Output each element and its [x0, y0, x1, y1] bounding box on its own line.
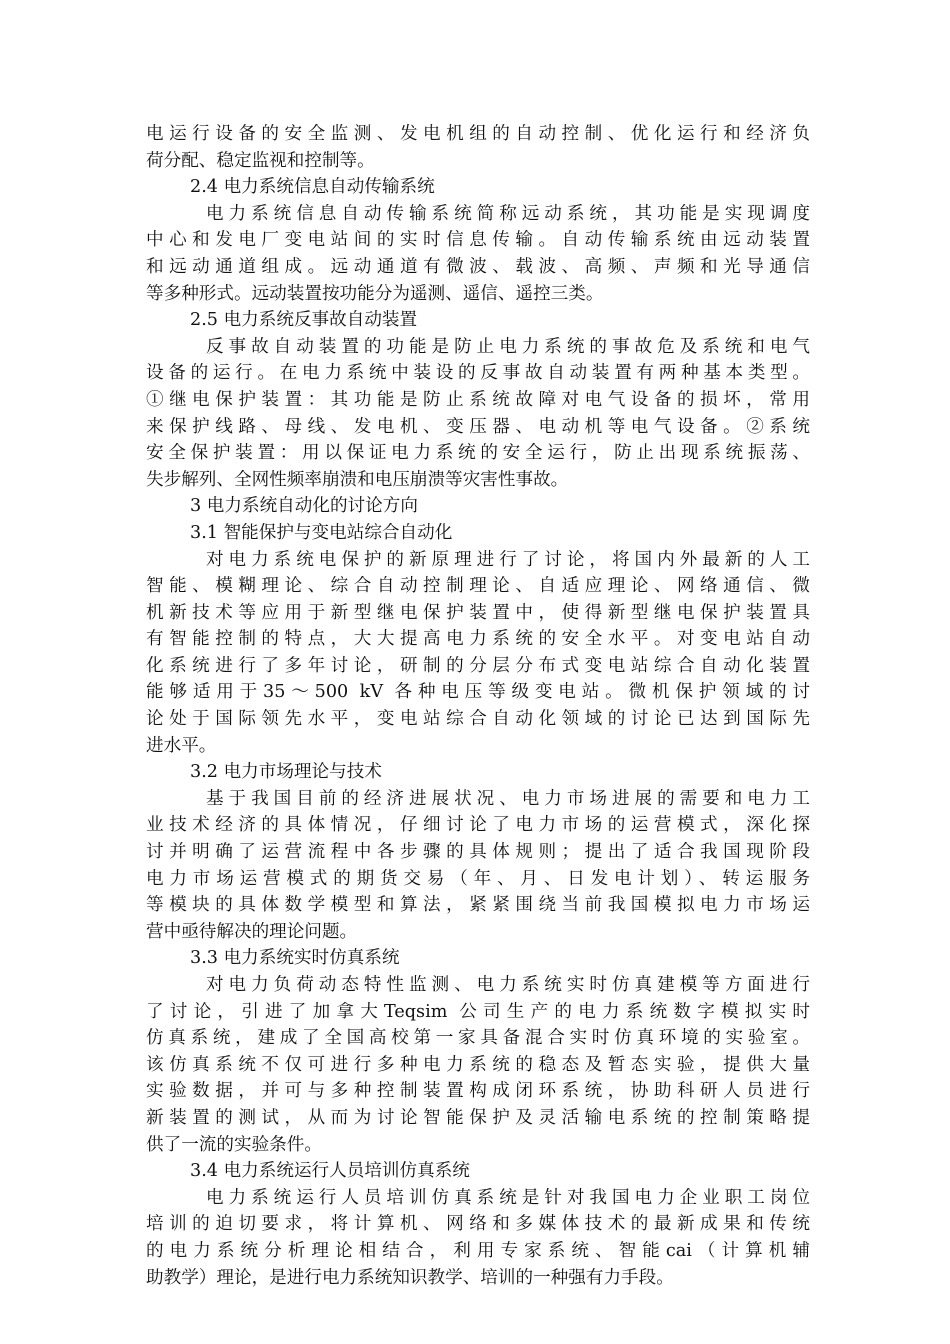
- body-text-line: 培训的迫切要求，将计算机、网络和多媒体技术的最新成果和传统: [146, 1214, 810, 1235]
- body-text-line: 有智能控制的特点，大大提高电力系统的安全水平。对变电站自动: [146, 629, 810, 650]
- body-text-line: 供了一流的实验条件。: [146, 1134, 322, 1155]
- document-body: [146, 121, 810, 1291]
- body-text-line: 能够适用于35～500 kV 各种电压等级变电站。微机保护领域的讨: [146, 682, 810, 703]
- paragraph-first-line: 反事故自动装置的功能是防止电力系统的事故危及系统和电气: [206, 336, 810, 357]
- body-text-line: 电运行设备的安全监测、发电机组的自动控制、优化运行和经济负: [146, 124, 810, 144]
- body-text-line: 的电力系统分析理论相结合，利用专家系统、智能cai（计算机辅: [146, 1240, 810, 1261]
- body-text-line: 新装置的测试，从而为讨论智能保护及灵活输电系统的控制策略提: [146, 1107, 810, 1128]
- body-text-line: 机新技术等应用于新型继电保护装置中，使得新型继电保护装置具: [146, 602, 810, 623]
- body-text-line: 中心和发电厂变电站间的实时信息传输。自动传输系统由远动装置: [146, 230, 810, 251]
- body-text-line: 化系统进行了多年讨论，研制的分层分布式变电站综合自动化装置: [146, 655, 810, 676]
- body-text-line: 安全保护装置：用以保证电力系统的安全运行，防止出现系统振荡、: [146, 443, 810, 464]
- paragraph-first-line: 对电力系统电保护的新原理进行了讨论，将国内外最新的人工: [206, 549, 810, 570]
- body-text-line: 和远动通道组成。远动通道有微波、载波、高频、声频和光导通信: [146, 256, 810, 277]
- body-text-line: 进水平。: [146, 735, 217, 756]
- paragraph-first-line: 对电力负荷动态特性监测、电力系统实时仿真建模等方面进行: [206, 975, 810, 995]
- body-text-line: 设备的运行。在电力系统中装设的反事故自动装置有两种基本类型。: [146, 363, 810, 384]
- body-text-line: 讨并明确了运营流程中各步骤的具体规则；提出了适合我国现阶段: [146, 842, 810, 863]
- body-text-line: 仿真系统，建成了全国高校第一家具备混合实时仿真环境的实验室。: [146, 1028, 810, 1049]
- body-text-line: 该仿真系统不仅可进行多种电力系统的稳态及暂态实验，提供大量: [146, 1054, 810, 1075]
- body-text-line: 电力市场运营模式的期货交易（年、月、日发电计划）、转运服务: [146, 868, 810, 889]
- body-text-line: 营中亟待解决的理论问题。: [146, 921, 358, 942]
- body-text-line: 实验数据，并可与多种控制装置构成闭环系统，协助科研人员进行: [146, 1081, 810, 1102]
- paragraph-first-line: 基于我国目前的经济进展状况、电力市场进展的需要和电力工: [206, 788, 810, 809]
- body-text-line: 业技术经济的具体情况，仔细讨论了电力市场的运营模式，深化探: [146, 815, 810, 836]
- body-text-line: 荷分配、稳定监视和控制等。: [146, 150, 375, 171]
- section-heading: 3 电力系统自动化的讨论方向: [190, 496, 418, 517]
- section-heading: 2.5 电力系统反事故自动装置: [190, 310, 418, 331]
- paragraph-first-line: 电力系统运行人员培训仿真系统是针对我国电力企业职工岗位: [206, 1187, 810, 1208]
- body-text-line: 来保护线路、母线、发电机、变压器、电动机等电气设备。②系统: [146, 416, 810, 437]
- section-heading: 3.4 电力系统运行人员培训仿真系统: [190, 1161, 470, 1182]
- section-heading: 3.1 智能保护与变电站综合自动化: [190, 522, 453, 543]
- body-text-line: 了讨论，引进了加拿大Teqsim 公司生产的电力系统数字模拟实时: [146, 1001, 810, 1022]
- body-text-line: 智能、模糊理论、综合自动控制理论、自适应理论、网络通信、微: [146, 576, 810, 597]
- body-text-line: 论处于国际领先水平，变电站综合自动化领域的讨论已达到国际先: [146, 709, 810, 730]
- body-text-line: 等模块的具体数学模型和算法，紧紧围绕当前我国模拟电力市场运: [146, 895, 810, 916]
- section-heading: 3.3 电力系统实时仿真系统: [190, 948, 400, 969]
- body-text-line: 等多种形式。远动装置按功能分为遥测、遥信、遥控三类。: [146, 283, 604, 304]
- body-text-line: ①继电保护装置：其功能是防止系统故障对电气设备的损坏，常用: [146, 389, 810, 410]
- paragraph-first-line: 电力系统信息自动传输系统简称远动系统，其功能是实现调度: [206, 203, 810, 224]
- section-heading: 3.2 电力市场理论与技术: [190, 762, 382, 783]
- body-text-line: 助教学）理论，是进行电力系统知识教学、培训的一种强有力手段。: [146, 1267, 674, 1288]
- section-heading: 2.4 电力系统信息自动传输系统: [190, 177, 435, 198]
- body-text-line: 失步解列、全网性频率崩溃和电压崩溃等灾害性事故。: [146, 469, 569, 490]
